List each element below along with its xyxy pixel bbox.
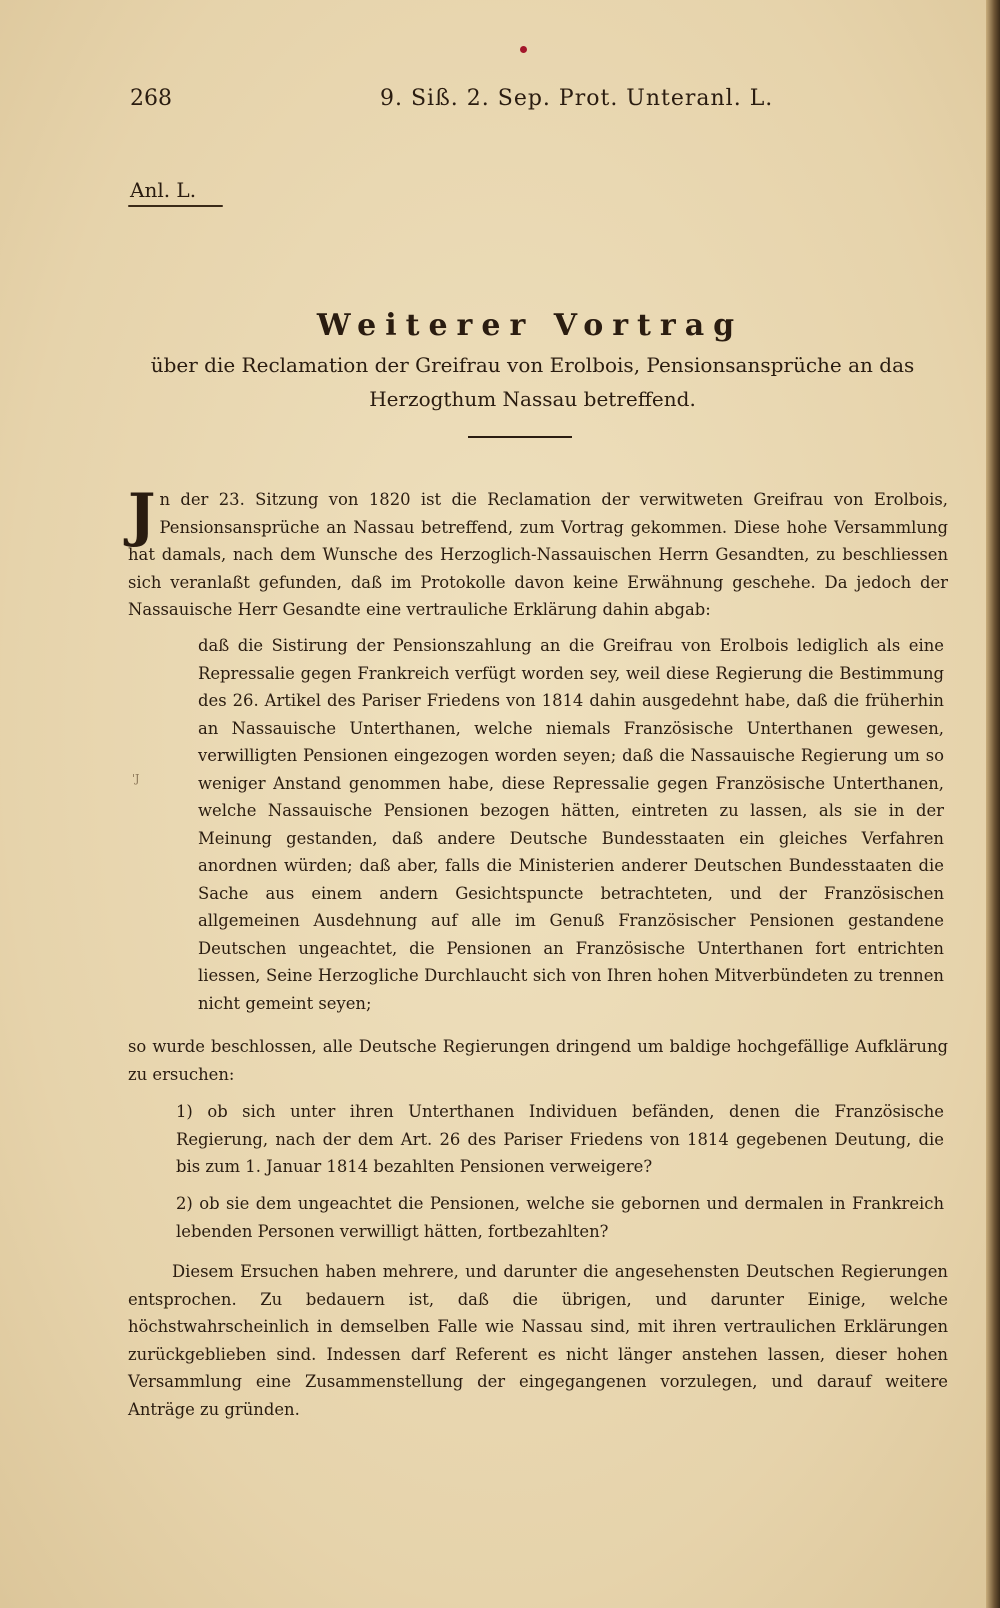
page-number: 268	[130, 86, 172, 111]
paragraph-2: so wurde beschlossen, alle Deutsche Regierungen dringend um baldige hochgefällige Aufklärung zu ersuchen:	[128, 1037, 948, 1084]
document-subtitle: über die Reclamation der Greifrau von Erolbois, Pensionsansprüche an das Herzogthum Nassau betreffend.	[150, 353, 915, 411]
list-item	[176, 1098, 944, 1181]
list-item-text: ob sie dem ungeachtet die Pensionen, welche sie gebornen und dermalen in Frankreich lebenden Personen verwilligt hätten, fortbezahlten?	[176, 1194, 944, 1241]
book-edge	[986, 0, 1000, 1608]
document-title: Weiterer Vortrag	[316, 308, 744, 343]
page-header	[130, 86, 930, 120]
running-head: 9. Siß. 2. Sep. Prot. Unteranl. L.	[380, 86, 774, 111]
list-item-text: ob sich unter ihren Unterthanen Individuen befänden, denen die Französische Regierung, nach der dem Art. 26 des Pariser Friedens von 1814 gegebenen Deutung, die bis zum 1. Januar 1814 bezahlten Pensionen verweigere?	[176, 1102, 944, 1176]
annex-underline	[128, 205, 223, 207]
list-item	[176, 1190, 944, 1245]
paragraph-1	[128, 481, 948, 624]
annex-label: Anl. L.	[130, 178, 197, 202]
title-divider	[468, 436, 572, 438]
ink-spot	[520, 46, 527, 53]
paragraph-3: Diesem Ersuchen haben mehrere, und darunter die angesehensten Deutschen Regierungen entsprochen. Zu bedauern ist, daß die übrigen, und darunter Einige, welche höchstwahrscheinlich in demselben Falle wie Nassau sind, mit ihren vertraulichen Erklärungen zurückgeblieben sind. Indessen darf Referent es nicht länger anstehen lassen, dieser hohen Versammlung eine Zusammenstellung der eingegangenen vorzulegen, und darauf weitere Anträge zu gründen.	[128, 1262, 948, 1419]
list-item-number: 1)	[176, 1102, 193, 1121]
quoted-declaration: daß die Sistirung der Pensionszahlung an die Greifrau von Erolbois lediglich als eine Repressalie gegen Frankreich verfügt worden sey, weil diese Regierung die Bestimmung des 26. Artikel des Pariser Friedens von 1814 dahin ausgedehnt habe, daß die früherhin an Nassauische Unterthanen, welche niemals Französische Unterthanen gewesen, verwilligten Pensionen eingezogen worden seyen; daß die Nassauische Regierung um so weniger Anstand genommen habe, diese Repressalie gegen Französische Unterthanen, welche Nassauische Pensionen bezogen hätten, eintreten zu lassen, als sie in der Meinung gestanden, daß andere Deutsche Bundesstaaten ein gleiches Verfahren anordnen würden; daß aber, falls die Ministerien anderer Deutschen Bundesstaaten die Sache aus einem andern Gesichtspuncte betrachteten, und der Französischen allgemeinen Ausdehnung auf alle im Genuß Französischer Pensionen gestandene Deutschen ungeachtet, die Pensionen an Französische Unterthanen fort entrichten liessen, Seine Herzogliche Durchlaucht sich von Ihren hohen Mitverbündeten zu trennen nicht gemeint seyen;	[198, 636, 944, 1013]
margin-note: 'J	[132, 772, 140, 785]
drop-cap: J	[128, 481, 156, 549]
paragraph-1-text: n der 23. Sitzung von 1820 ist die Reclamation der verwitweten Greifrau von Erolbois, Pensionsansprüche an Nassau betreffend, zum Vortrag gekommen. Diese hohe Versammlung hat damals, nach dem Wunsche des Herzoglich-Nassauischen Herrn Gesandten, zu beschliessen sich veranlaßt gefunden, daß im Protokolle davon keine Erwähnung geschehe. Da jedoch der Nassauische Herr Gesandte eine vertrauliche Erklärung dahin abgab:	[128, 490, 948, 619]
list-item-number: 2)	[176, 1194, 193, 1213]
